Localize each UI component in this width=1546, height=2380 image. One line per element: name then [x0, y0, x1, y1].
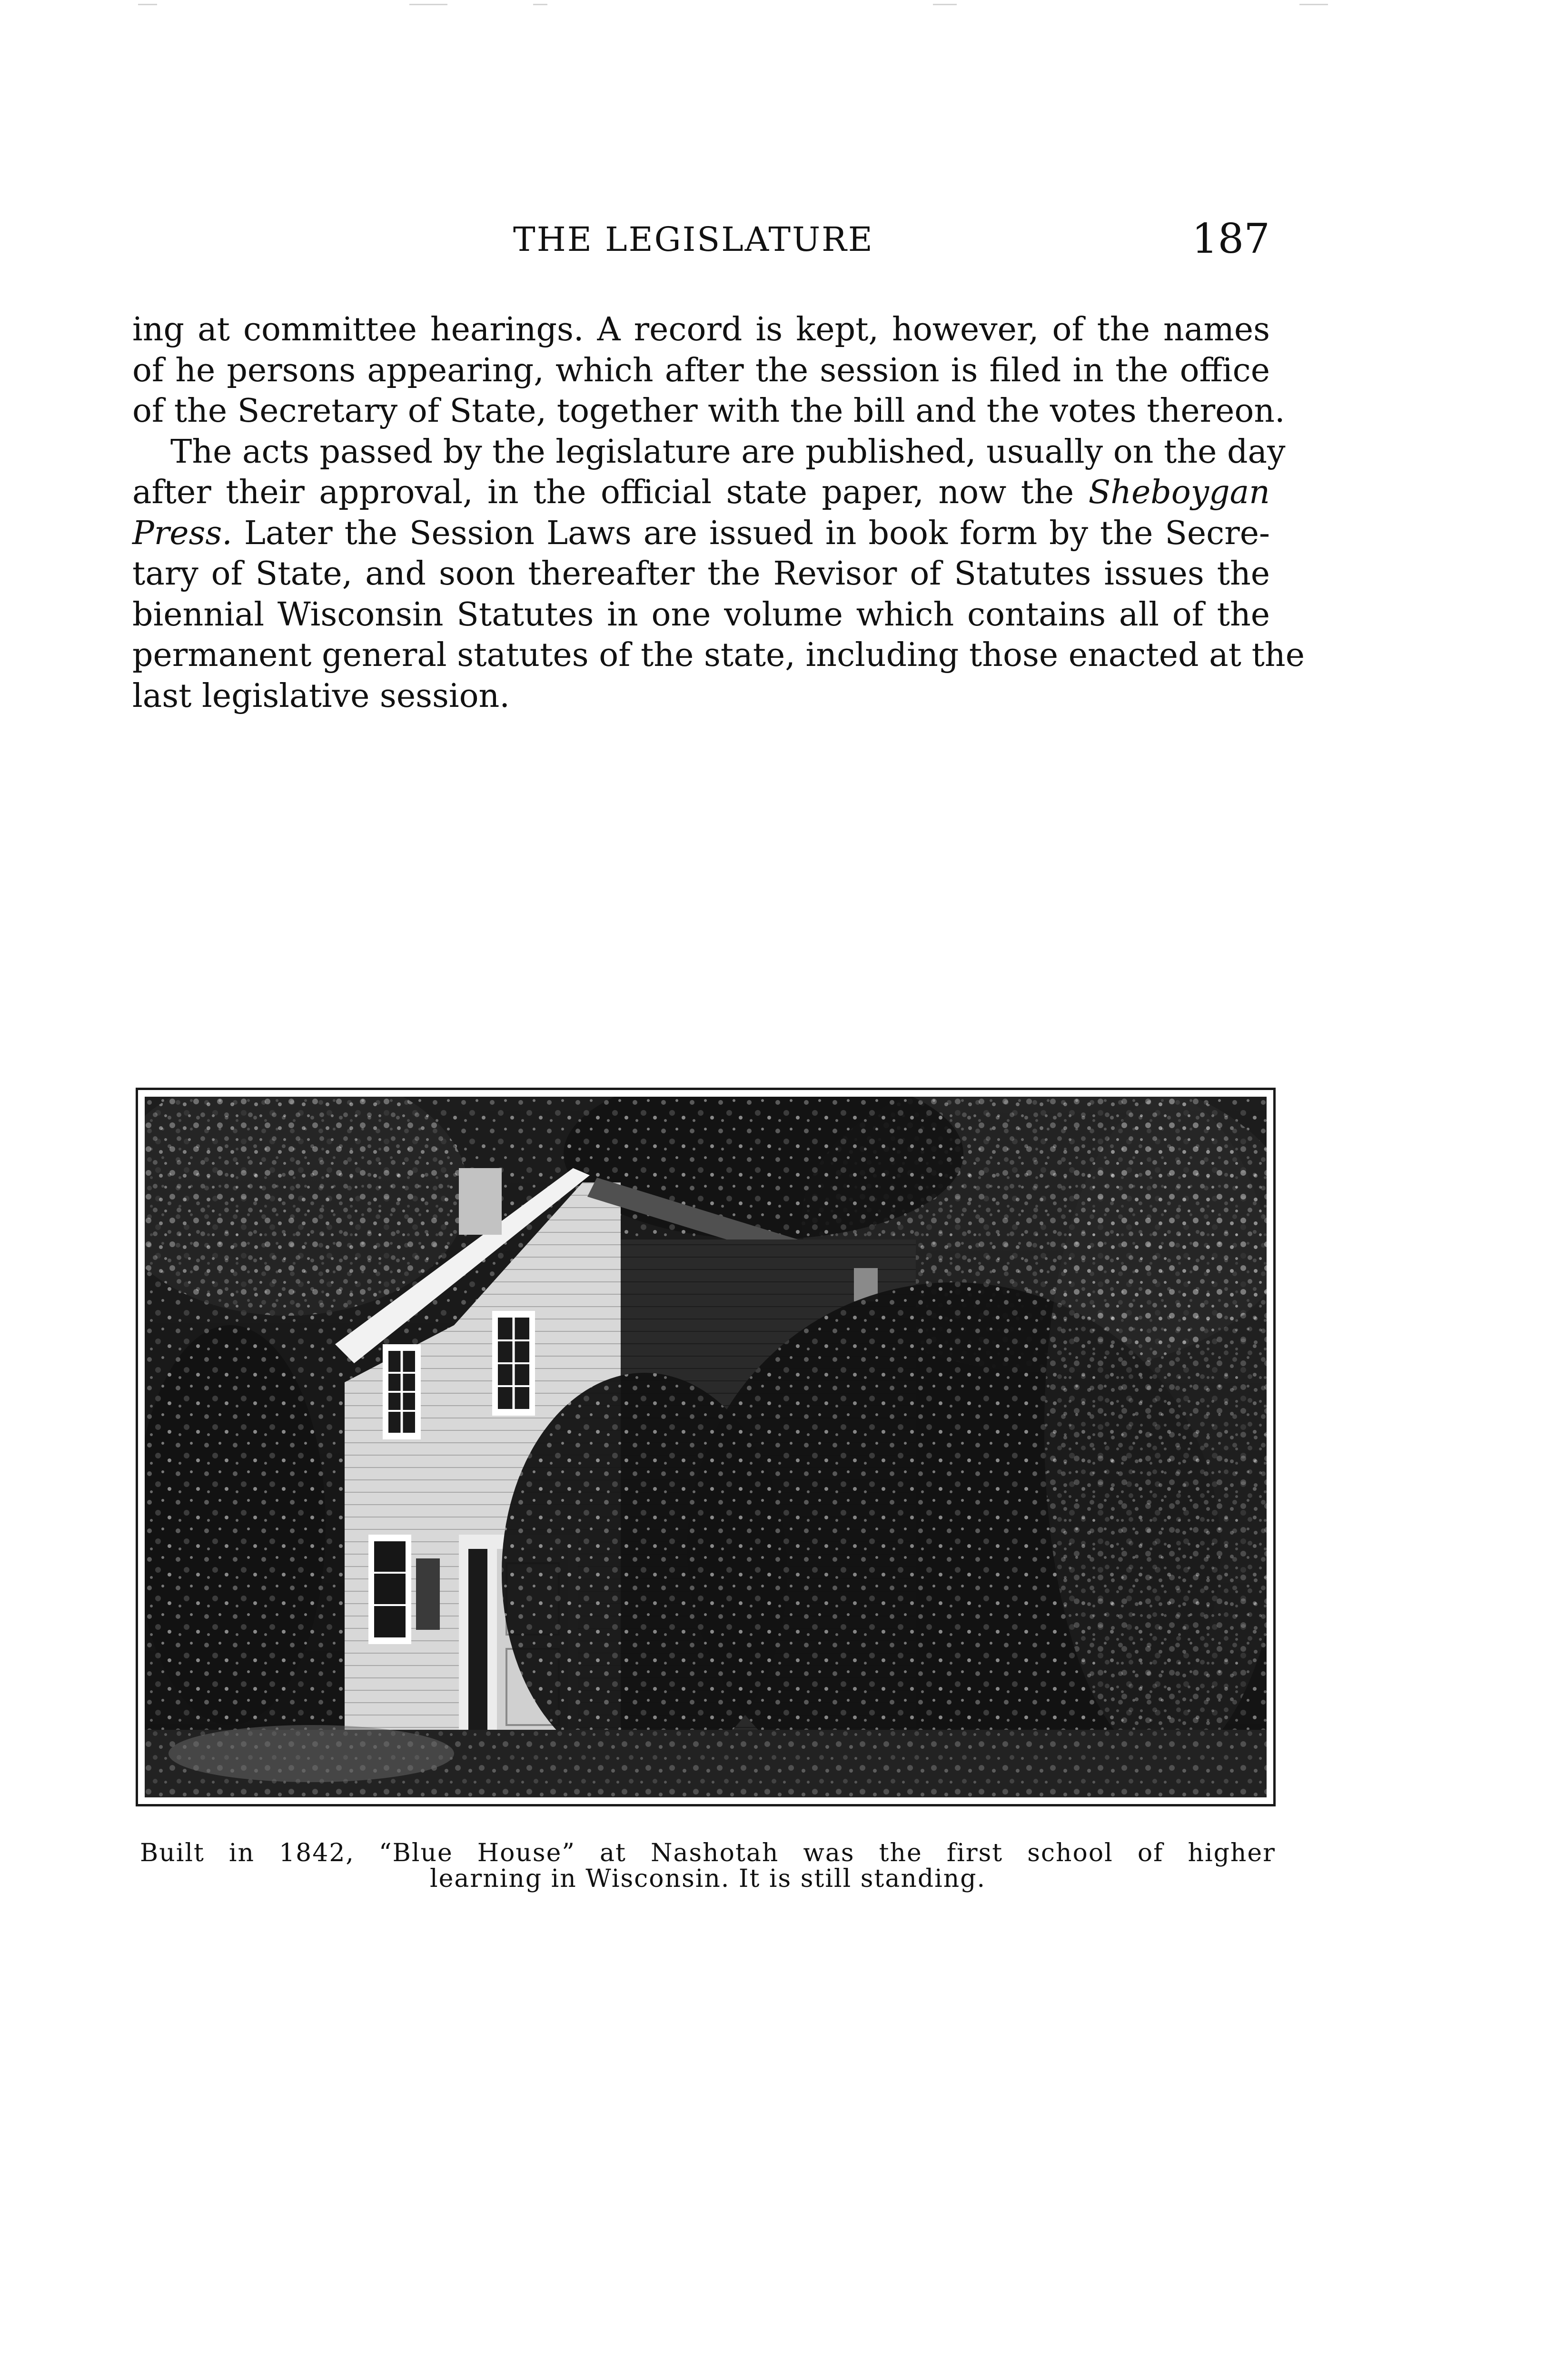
figure-caption: [140, 1840, 1276, 1892]
text-line: tary of State, and soon thereafter the Revisor of Statutes issues the: [132, 555, 1270, 593]
text-line: of the Secretary of State, together with the bill and the votes thereon.: [132, 392, 1285, 430]
text-segment: after their approval, in the official state paper, now the: [132, 474, 1074, 511]
text-line: last legislative session.: [132, 677, 510, 715]
page-number: 187: [1191, 215, 1270, 263]
text-line: The acts passed by the legislature are published, usually on the day: [170, 433, 1286, 471]
text-line: of he persons appearing, which after the session is filed in the office: [132, 351, 1270, 389]
text-line: [132, 513, 1270, 554]
newspaper-name: Sheboygan: [1088, 474, 1270, 511]
body-text: [132, 309, 1305, 716]
text-line: ing at committee hearings. A record is kept, however, of the names: [132, 311, 1270, 348]
text-line: permanent general statutes of the state, including those enacted at the: [132, 636, 1305, 674]
running-head: [132, 215, 1270, 268]
text-line: [132, 472, 1270, 513]
upper-left-window: [383, 1344, 421, 1439]
caption-line: Built in 1842, “Blue House” at Nashotah was the first school of higher: [140, 1839, 1276, 1867]
blue-house-photo: [145, 1097, 1267, 1797]
text-line: biennial Wisconsin Statutes in one volume which contains all of the: [132, 595, 1270, 634]
upper-right-window: [492, 1311, 535, 1416]
newspaper-name: Press.: [132, 514, 232, 552]
scan-edge-marks: [0, 0, 1546, 14]
running-title: THE LEGISLATURE: [513, 220, 874, 259]
caption-line: learning in Wisconsin. It is still standing.: [429, 1864, 986, 1893]
photo-frame: [136, 1088, 1276, 1806]
text-segment: Later the Session Laws are issued in book form by the Secre-: [244, 514, 1270, 552]
